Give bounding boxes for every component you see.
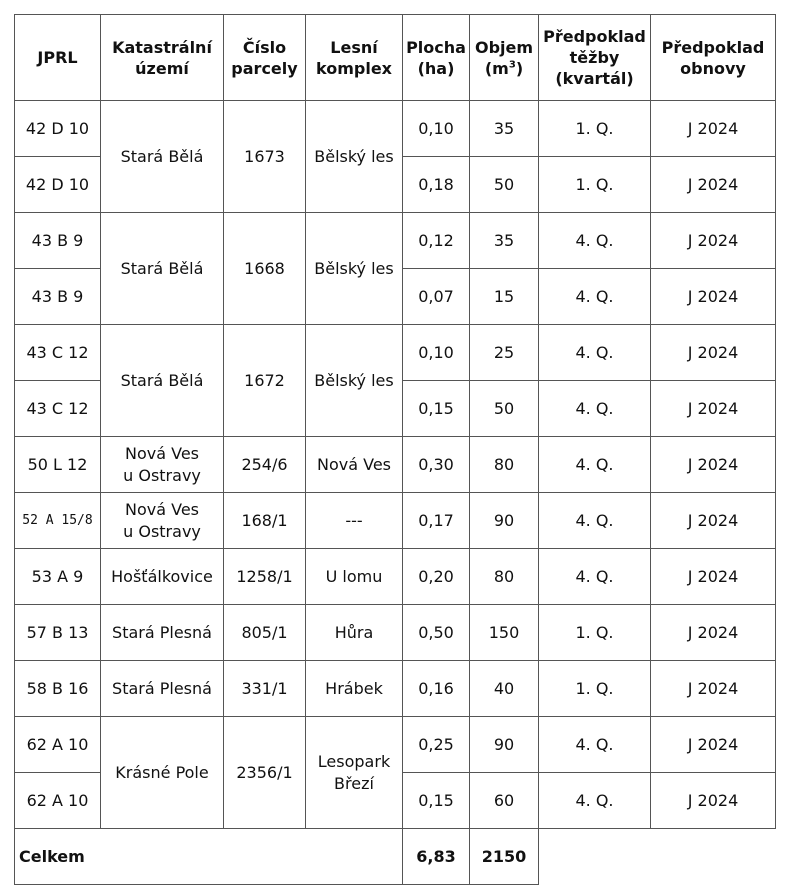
cell-plocha: 0,12	[403, 213, 470, 269]
cell-lesni-komplex: Bělský les	[306, 325, 403, 437]
cell-predpoklad-obnovy: J 2024	[651, 101, 776, 157]
cell-predpoklad-tezby: 4. Q.	[539, 213, 651, 269]
cell-jprl: 57 B 13	[15, 605, 101, 661]
cell-predpoklad-obnovy: J 2024	[651, 381, 776, 437]
cell-jprl: 58 B 16	[15, 661, 101, 717]
cell-katastralni-uzemi: Hošťálkovice	[101, 549, 224, 605]
cell-cislo-parcely: 1673	[224, 101, 306, 213]
cell-cislo-parcely: 331/1	[224, 661, 306, 717]
header-plocha: Plocha (ha)	[403, 15, 470, 101]
cell-predpoklad-tezby: 4. Q.	[539, 437, 651, 493]
cell-predpoklad-tezby: 1. Q.	[539, 605, 651, 661]
cell-katastralni-uzemi: Stará Bělá	[101, 325, 224, 437]
cell-objem: 90	[470, 493, 539, 549]
cell-plocha: 0,07	[403, 269, 470, 325]
cell-predpoklad-tezby: 4. Q.	[539, 773, 651, 829]
table-row	[15, 213, 776, 269]
header-predpoklad-tezby: Předpoklad těžby (kvartál)	[539, 15, 651, 101]
table-row	[15, 605, 776, 661]
total-empty-cell	[539, 829, 776, 885]
cell-jprl: 53 A 9	[15, 549, 101, 605]
cell-katastralni-uzemi: Stará Bělá	[101, 213, 224, 325]
cell-predpoklad-obnovy: J 2024	[651, 661, 776, 717]
cell-cislo-parcely: 2356/1	[224, 717, 306, 829]
cell-katastralni-uzemi: Stará Bělá	[101, 101, 224, 213]
cell-predpoklad-obnovy: J 2024	[651, 437, 776, 493]
cell-jprl: 42 D 10	[15, 101, 101, 157]
cell-jprl: 62 A 10	[15, 717, 101, 773]
cell-predpoklad-obnovy: J 2024	[651, 493, 776, 549]
cell-predpoklad-tezby: 1. Q.	[539, 661, 651, 717]
cell-katastralni-uzemi: Nová Ves u Ostravy	[101, 437, 224, 493]
cell-plocha: 0,17	[403, 493, 470, 549]
cell-katastralni-uzemi: Stará Plesná	[101, 605, 224, 661]
cell-plocha: 0,15	[403, 381, 470, 437]
table-row	[15, 325, 776, 381]
cell-jprl: 62 A 10	[15, 773, 101, 829]
cell-objem: 150	[470, 605, 539, 661]
cell-predpoklad-obnovy: J 2024	[651, 717, 776, 773]
cell-cislo-parcely: 1672	[224, 325, 306, 437]
total-row	[15, 829, 776, 885]
cell-predpoklad-tezby: 4. Q.	[539, 549, 651, 605]
cell-predpoklad-tezby: 4. Q.	[539, 493, 651, 549]
cell-predpoklad-tezby: 1. Q.	[539, 101, 651, 157]
cell-cislo-parcely: 254/6	[224, 437, 306, 493]
header-cislo-parcely: Číslo parcely	[224, 15, 306, 101]
cell-jprl: 43 C 12	[15, 381, 101, 437]
cell-lesni-komplex: Hrábek	[306, 661, 403, 717]
cell-predpoklad-tezby: 4. Q.	[539, 381, 651, 437]
cell-predpoklad-tezby: 4. Q.	[539, 325, 651, 381]
cell-objem: 15	[470, 269, 539, 325]
table-row	[15, 493, 776, 549]
table-wrapper	[14, 14, 776, 885]
cell-katastralni-uzemi: Krásné Pole	[101, 717, 224, 829]
total-plocha: 6,83	[403, 829, 470, 885]
cell-predpoklad-tezby: 4. Q.	[539, 717, 651, 773]
cell-plocha: 0,15	[403, 773, 470, 829]
cell-lesni-komplex: Nová Ves	[306, 437, 403, 493]
cell-plocha: 0,16	[403, 661, 470, 717]
header-predpoklad-obnovy: Předpoklad obnovy	[651, 15, 776, 101]
cell-lesni-komplex: ---	[306, 493, 403, 549]
cell-jprl: 43 C 12	[15, 325, 101, 381]
cell-katastralni-uzemi: Stará Plesná	[101, 661, 224, 717]
cell-objem: 35	[470, 213, 539, 269]
cell-objem: 90	[470, 717, 539, 773]
cell-jprl: 50 L 12	[15, 437, 101, 493]
cell-predpoklad-obnovy: J 2024	[651, 773, 776, 829]
cell-plocha: 0,25	[403, 717, 470, 773]
cell-jprl: 43 B 9	[15, 213, 101, 269]
header-jprl: JPRL	[15, 15, 101, 101]
cell-plocha: 0,18	[403, 157, 470, 213]
cell-cislo-parcely: 1668	[224, 213, 306, 325]
header-katastralni-uzemi: Katastrální území	[101, 15, 224, 101]
table-row	[15, 661, 776, 717]
cell-plocha: 0,10	[403, 101, 470, 157]
cell-lesni-komplex: U lomu	[306, 549, 403, 605]
cell-lesni-komplex: Bělský les	[306, 101, 403, 213]
cell-jprl: 43 B 9	[15, 269, 101, 325]
table-row	[15, 101, 776, 157]
total-objem: 2150	[470, 829, 539, 885]
logging-plan-table	[14, 14, 776, 885]
cell-lesni-komplex: Hůra	[306, 605, 403, 661]
header-row	[15, 15, 776, 101]
header-objem: Objem $(m^3)$	[470, 15, 539, 101]
cell-predpoklad-obnovy: J 2024	[651, 269, 776, 325]
cell-objem: 60	[470, 773, 539, 829]
cell-predpoklad-obnovy: J 2024	[651, 157, 776, 213]
cell-plocha: 0,10	[403, 325, 470, 381]
cell-objem: 25	[470, 325, 539, 381]
header-lesni-komplex: Lesní komplex	[306, 15, 403, 101]
cell-lesni-komplex: Bělský les	[306, 213, 403, 325]
cell-cislo-parcely: 1258/1	[224, 549, 306, 605]
cell-objem: 50	[470, 381, 539, 437]
cell-plocha: 0,50	[403, 605, 470, 661]
cell-plocha: 0,20	[403, 549, 470, 605]
table-row	[15, 549, 776, 605]
cell-objem: 80	[470, 549, 539, 605]
cell-predpoklad-tezby: 1. Q.	[539, 157, 651, 213]
cell-objem: 40	[470, 661, 539, 717]
cell-objem: 35	[470, 101, 539, 157]
cell-jprl: 52 A 15/8	[15, 493, 101, 549]
cell-jprl: 42 D 10	[15, 157, 101, 213]
cell-objem: 80	[470, 437, 539, 493]
cell-katastralni-uzemi: Nová Ves u Ostravy	[101, 493, 224, 549]
cell-objem: 50	[470, 157, 539, 213]
table-row	[15, 717, 776, 773]
cell-predpoklad-obnovy: J 2024	[651, 325, 776, 381]
cell-predpoklad-obnovy: J 2024	[651, 605, 776, 661]
cell-cislo-parcely: 168/1	[224, 493, 306, 549]
table-row	[15, 437, 776, 493]
cell-cislo-parcely: 805/1	[224, 605, 306, 661]
cell-predpoklad-obnovy: J 2024	[651, 213, 776, 269]
cell-predpoklad-tezby: 4. Q.	[539, 269, 651, 325]
cell-lesni-komplex: Lesopark Březí	[306, 717, 403, 829]
total-label: Celkem	[15, 829, 403, 885]
cell-predpoklad-obnovy: J 2024	[651, 549, 776, 605]
cell-plocha: 0,30	[403, 437, 470, 493]
